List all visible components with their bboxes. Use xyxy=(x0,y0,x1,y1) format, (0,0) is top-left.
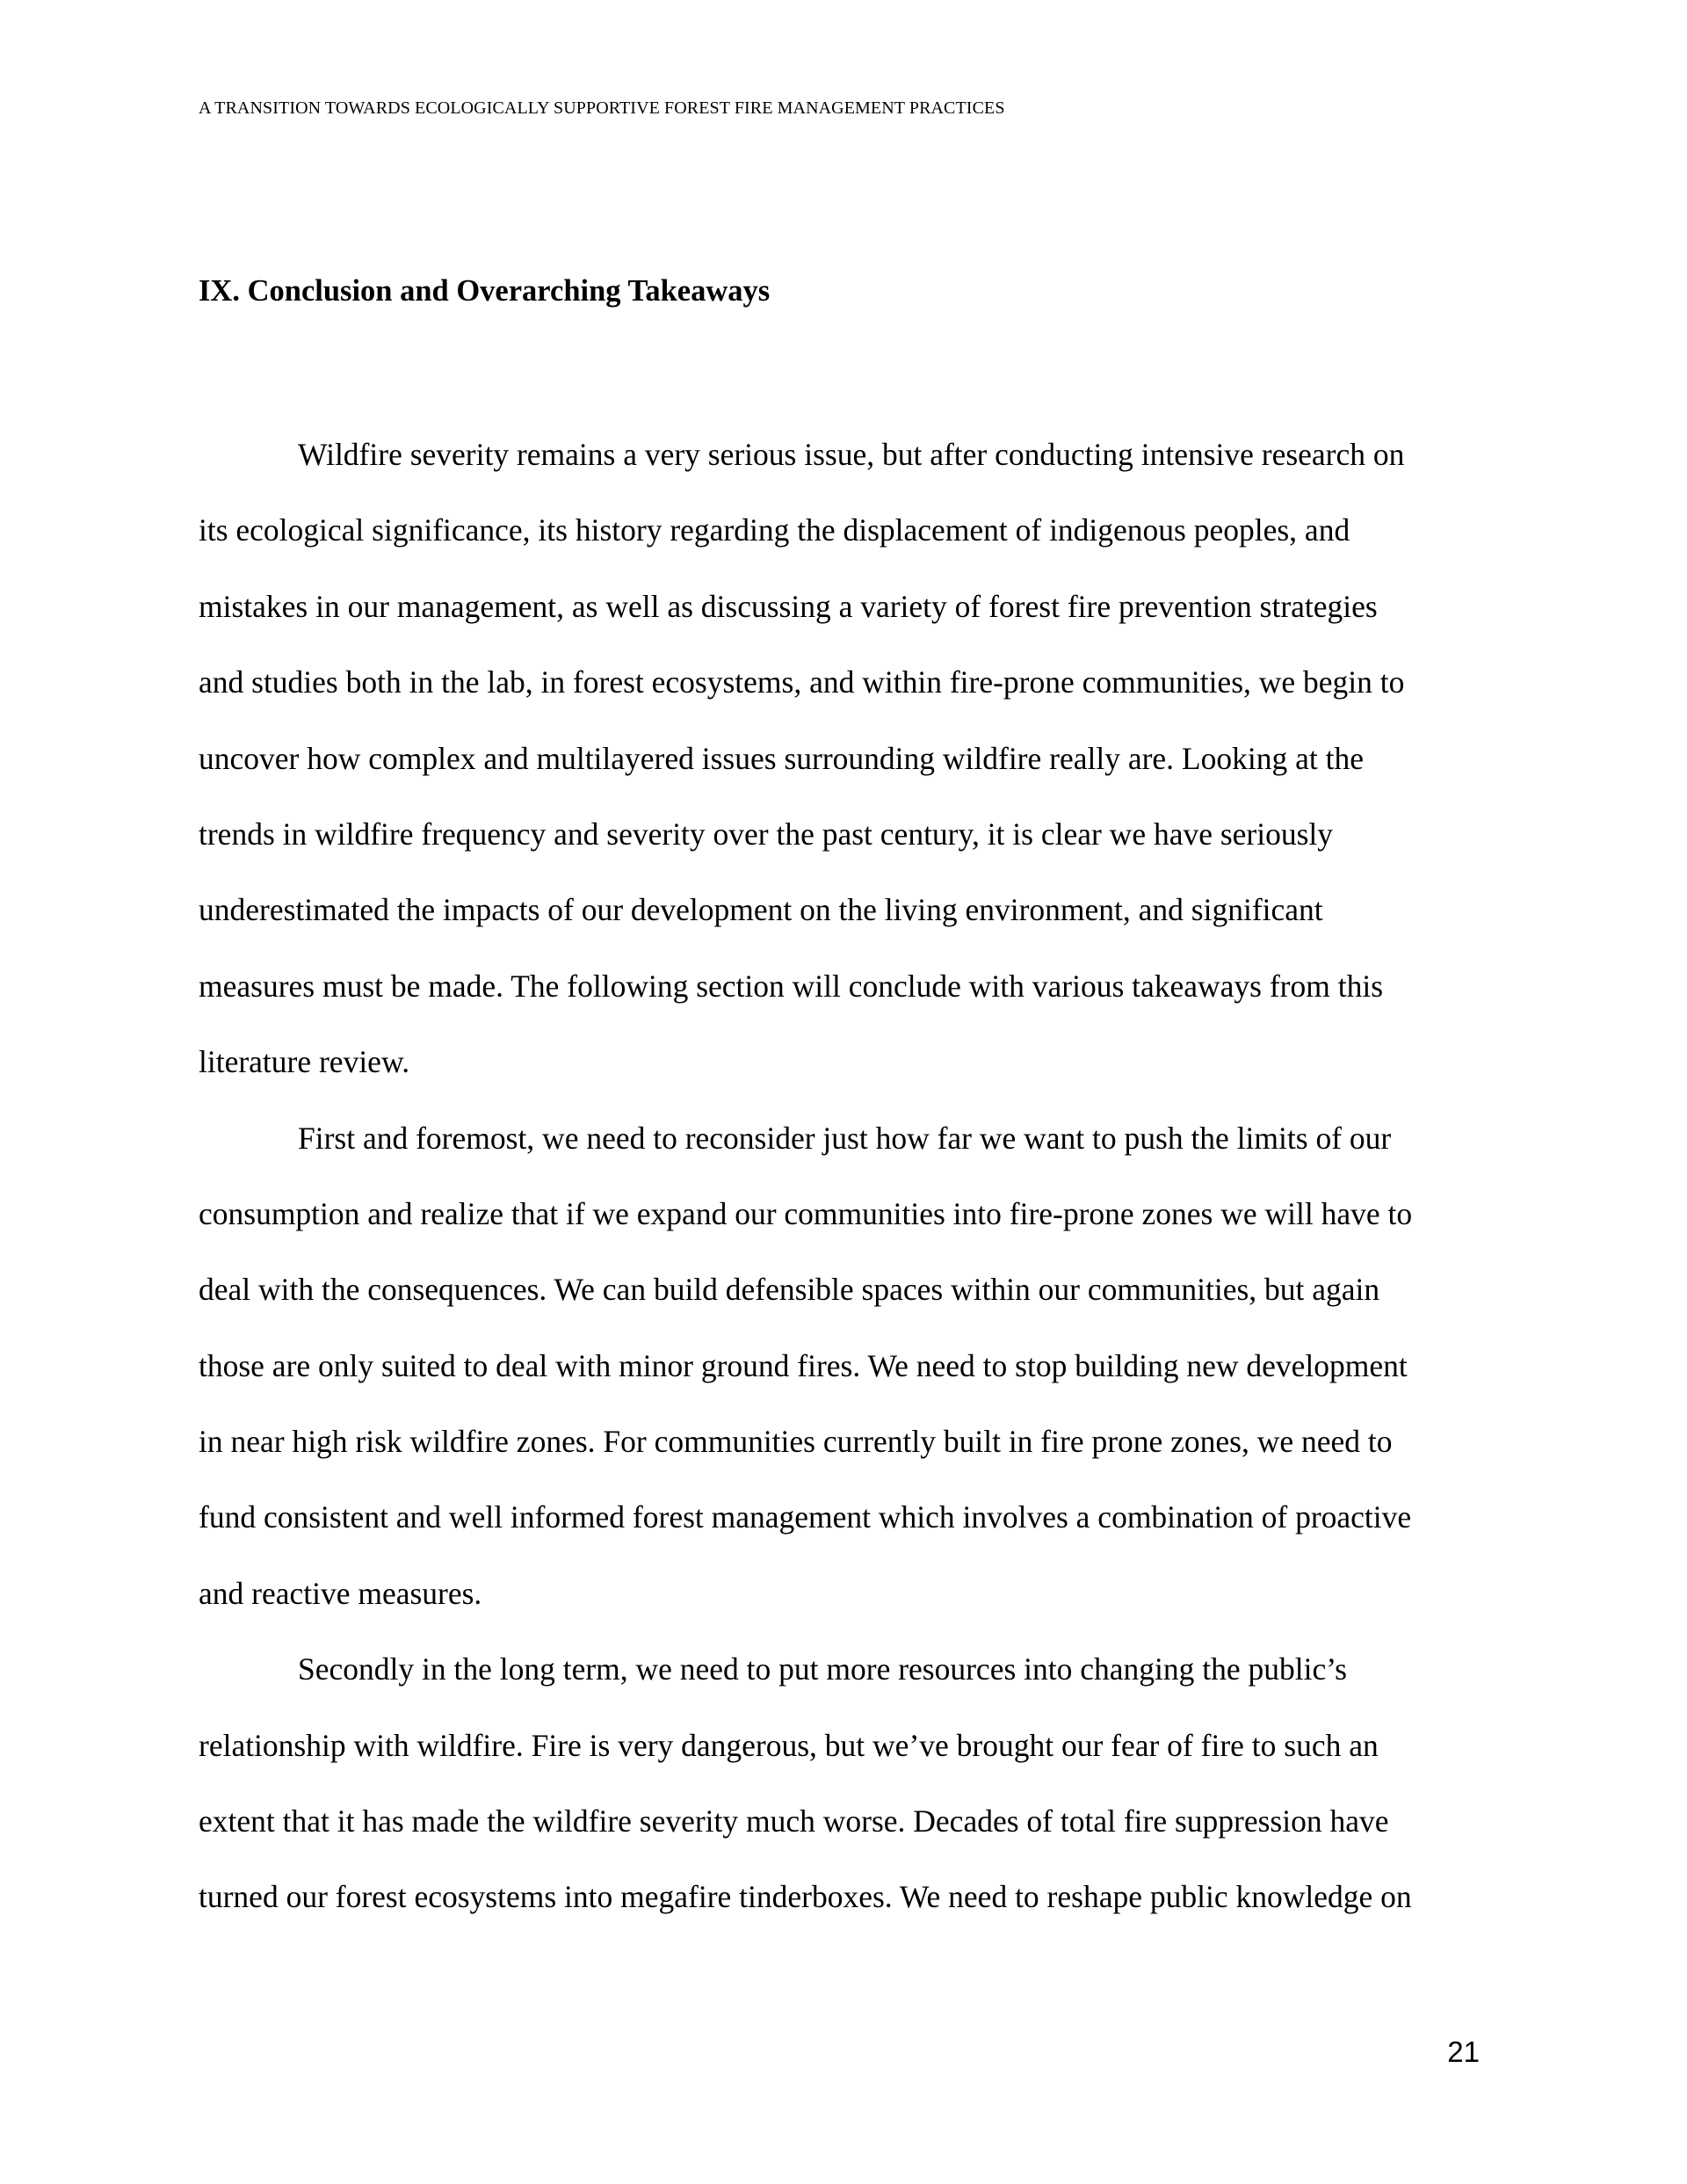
text-line: literature review. xyxy=(199,1044,410,1080)
paragraph-3 xyxy=(199,1631,1494,1935)
section-heading: IX. Conclusion and Overarching Takeaways xyxy=(199,274,771,308)
text-line: in near high risk wildfire zones. For communities currently built in fire prone zones, we need to xyxy=(199,1424,1393,1460)
text-line: those are only suited to deal with minor ground fires. We need to stop building new development xyxy=(199,1347,1408,1383)
text-line: Wildfire severity remains a very serious issue, but after conducting intensive research on xyxy=(298,437,1405,472)
text-line: First and foremost, we need to reconsider just how far we want to push the limits of our xyxy=(298,1120,1392,1156)
text-line: underestimated the impacts of our development on the living environment, and significant xyxy=(199,892,1323,928)
running-header: A TRANSITION TOWARDS ECOLOGICALLY SUPPORTIVE FOREST FIRE MANAGEMENT PRACTICES xyxy=(199,98,1005,118)
text-line: fund consistent and well informed forest management which involves a combination of proactive xyxy=(199,1499,1412,1535)
text-line: measures must be made. The following section will conclude with various takeaways from this xyxy=(199,968,1384,1004)
text-line: Secondly in the long term, we need to put more resources into changing the public’s xyxy=(298,1651,1347,1687)
text-line: turned our forest ecosystems into megafire tinderboxes. We need to reshape public knowledge on xyxy=(199,1879,1412,1915)
text-line: relationship with wildfire. Fire is very dangerous, but we’ve brought our fear of fire to such an xyxy=(199,1727,1379,1763)
text-line: and reactive measures. xyxy=(199,1575,482,1611)
text-line: deal with the consequences. We can build defensible spaces within our communities, but again xyxy=(199,1272,1380,1308)
text-line: trends in wildfire frequency and severity over the past century, it is clear we have seriously xyxy=(199,816,1334,852)
text-line: consumption and realize that if we expand our communities into fire-prone zones we will have to xyxy=(199,1195,1413,1231)
text-line: extent that it has made the wildfire severity much worse. Decades of total fire suppression have xyxy=(199,1803,1389,1839)
page-number: 21 xyxy=(1447,2035,1480,2068)
paragraph-1 xyxy=(199,417,1494,1100)
body-text xyxy=(199,417,1494,1935)
text-line: uncover how complex and multilayered issues surrounding wildfire really are. Looking at the xyxy=(199,740,1364,776)
text-line: mistakes in our management, as well as discussing a variety of forest fire prevention strategies xyxy=(199,588,1378,624)
paragraph-2 xyxy=(199,1100,1494,1632)
text-line: its ecological significance, its history regarding the displacement of indigenous peoples, and xyxy=(199,512,1350,548)
text-line: and studies both in the lab, in forest ecosystems, and within fire-prone communities, we begin to xyxy=(199,664,1405,700)
